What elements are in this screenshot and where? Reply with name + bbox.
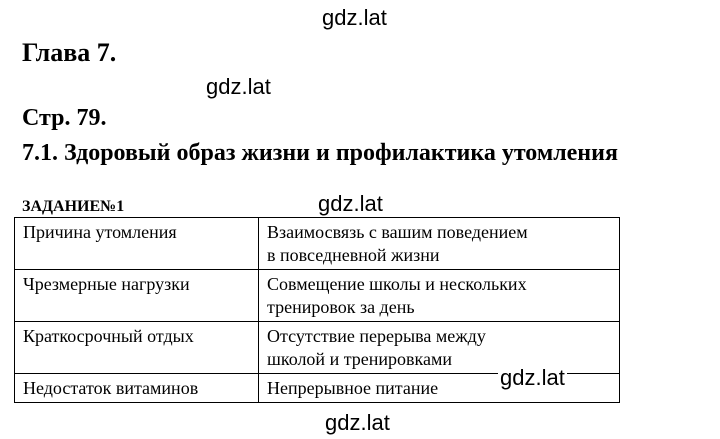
watermark: gdz.lat — [500, 365, 565, 390]
watermark: gdz.lat — [322, 5, 387, 30]
table-cell-relation: Непрерывное питание — [259, 374, 620, 403]
table-cell-cause: Причина утомления — [15, 218, 259, 270]
table-cell-cause: Чрезмерные нагрузки — [15, 270, 259, 322]
watermark: gdz.lat — [318, 191, 383, 216]
task-label: ЗАДАНИЕ№1 — [22, 198, 125, 215]
chapter-heading: Глава 7. — [22, 38, 117, 67]
table-cell-relation: Отсутствие перерыва между школой и тренировками — [259, 322, 620, 374]
table-cell-cause: Недостаток витаминов — [15, 374, 259, 403]
table-cell-relation: Совмещение школы и нескольких тренировок за день — [259, 270, 620, 322]
table-row — [15, 270, 620, 322]
table-cell-relation: Взаимосвязь с вашим поведением в повседневной жизни — [259, 218, 620, 270]
table-row — [15, 218, 620, 270]
section-title: 7.1. Здоровый образ жизни и профилактика утомления — [22, 140, 618, 166]
watermark: gdz.lat — [325, 410, 390, 435]
table-cell-cause: Краткосрочный отдых — [15, 322, 259, 374]
page-reference: Стр. 79. — [22, 105, 107, 131]
watermark: gdz.lat — [206, 74, 271, 99]
